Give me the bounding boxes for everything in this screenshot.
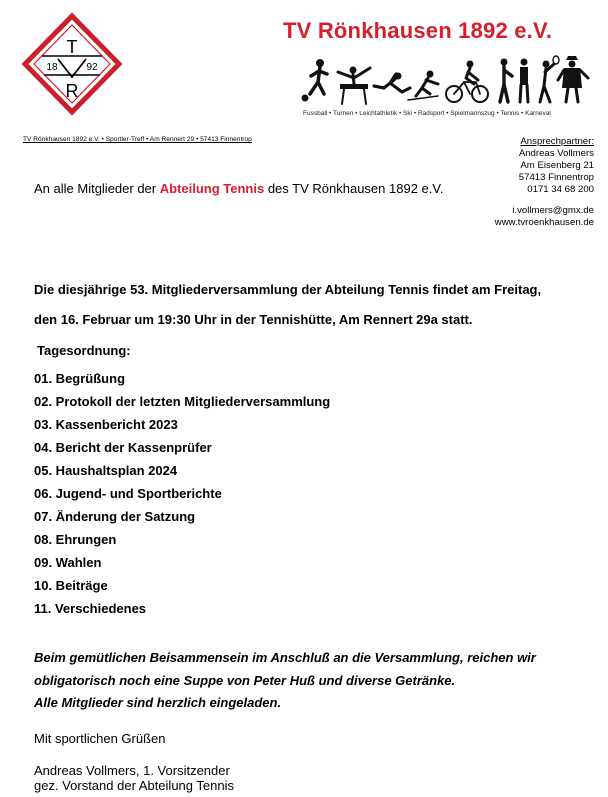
logo-year-right: 92	[86, 62, 98, 73]
contact-heading: Ansprechpartner:	[520, 136, 594, 147]
ski-icon	[408, 71, 438, 101]
marching-band-icon	[500, 59, 528, 103]
agenda-list	[34, 371, 330, 624]
logo-year-left: 18	[46, 62, 58, 73]
agenda-item: 11. Verschiedenes	[34, 601, 147, 616]
contact-email: i.vollmers@gmx.de	[512, 205, 594, 216]
contact-online	[495, 205, 594, 229]
agenda-item: 04. Bericht der Kassenprüfer	[34, 440, 212, 455]
signature-line-1: Andreas Vollmers, 1. Vorsitzender	[34, 763, 230, 778]
contact-city: 57413 Finnentrop	[518, 172, 594, 183]
closing-line: Alle Mitglieder sind herzlich eingeladen.	[34, 695, 282, 710]
contact-phone: 0171 34 68 200	[527, 184, 594, 195]
football-icon	[302, 59, 328, 102]
closing-paragraph	[34, 647, 536, 715]
agenda-item: 08. Ehrungen	[34, 532, 117, 547]
tennis-icon	[540, 56, 559, 102]
agenda-item: 01. Begrüßung	[34, 371, 126, 386]
agenda-item: 09. Wahlen	[34, 555, 102, 570]
carnival-icon	[558, 56, 588, 102]
agenda-item: 05. Haushaltsplan 2024	[34, 463, 178, 478]
closing-line: obligatorisch noch eine Suppe von Peter Huß und diverse Getränke.	[34, 672, 456, 688]
regards: Mit sportlichen Grüßen	[34, 731, 166, 746]
sports-silhouettes-image	[298, 54, 594, 106]
greeting-prefix: An alle Mitglieder der	[34, 181, 160, 196]
logo-top-letter: T	[66, 37, 78, 57]
contact-block	[519, 136, 594, 196]
sports-list: Fussball • Turnen • Leichtathletik • Ski • Radsport • Spielmannszug • Tennis • Karneval	[303, 110, 551, 117]
agenda-item: 10. Beiträge	[34, 578, 108, 593]
signature-line-2: gez. Vorstand der Abteilung Tennis	[34, 778, 234, 793]
athletics-icon	[374, 73, 410, 93]
closing-line: Beim gemütlichen Beisammensein im Anschluß an die Versammlung, reichen wir	[34, 650, 536, 665]
contact-website: www.tvroenkhausen.de	[494, 217, 594, 228]
cycling-icon	[446, 61, 488, 103]
agenda-item: 03. Kassenbericht 2023	[34, 417, 178, 432]
club-logo	[22, 13, 122, 115]
agenda-item: 06. Jugend- und Sportberichte	[34, 486, 222, 501]
agenda-item: 07. Änderung der Satzung	[34, 509, 196, 524]
contact-name: Andreas Vollmers	[518, 148, 594, 159]
club-address-line: TV Rönkhausen 1892 e.V. • Sportler-Treff • Am Rennert 29 • 57413 Finnentrop	[23, 136, 252, 143]
agenda-item: 02. Protokoll der letzten Mitgliederversammlung	[34, 394, 331, 409]
logo-bottom-letter: R	[65, 81, 79, 101]
invitation-line-2: den 16. Februar um 19:30 Uhr in der Tennishütte, Am Rennert 29a statt.	[34, 312, 473, 327]
invitation-line-1: Die diesjährige 53. Mitgliederversammlung der Abteilung Tennis findet am Freitag,	[34, 282, 542, 297]
agenda-heading: Tagesordnung:	[37, 343, 131, 358]
greeting-suffix: des TV Rönkhausen 1892 e.V.	[264, 181, 444, 196]
greeting-highlight: Abteilung Tennis	[159, 181, 265, 196]
signature-block	[34, 763, 234, 793]
gymnastics-icon	[338, 67, 370, 105]
contact-street: Am Eisenberg 21	[520, 160, 594, 171]
club-title: TV Rönkhausen 1892 e.V.	[283, 18, 553, 43]
greeting	[34, 181, 443, 196]
